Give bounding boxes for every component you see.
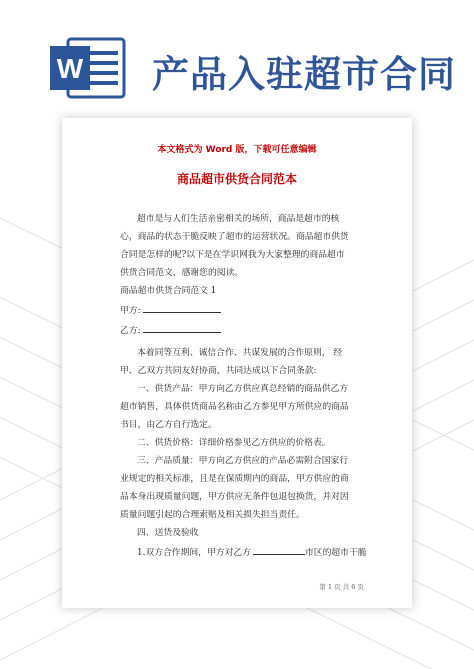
party-b-label: 乙方: xyxy=(120,326,141,336)
word-icon-letter: W xyxy=(56,53,84,84)
clause-4-item-1 xyxy=(120,544,367,562)
word-document-icon xyxy=(48,34,128,102)
clause-4-item-1-prefix: 1.双方合作期间，甲方对乙方 xyxy=(137,548,251,558)
document-title: 商品超市供货合同范本 xyxy=(176,172,297,186)
document-page xyxy=(62,118,412,608)
party-b-line xyxy=(120,322,352,340)
page-number: 第 1 页 共 6 页 xyxy=(319,583,364,591)
page-title: 产品入驻超市合同 xyxy=(152,53,456,96)
party-b-blank xyxy=(143,323,221,333)
intro-paragraph: 超市是与人们生活亲密相关的场所，商品是超市的核心，商品的状态干脆反映了超市的运营状况。商品超市供货合同是怎样的呢?以下是在学识网我为大家整理的商品超市供货合同范文，感谢您的阅读。 xyxy=(120,214,349,278)
clause-1: 一、供货产品：甲方向乙方供应真总经销的商品供乙方超市销售，具体供货商品名称由乙方参见甲方所供应的商品书目，由乙方自行选定。 xyxy=(120,384,349,430)
preamble-paragraph: 本着同等互利、诚信合作、共谋发展的合作原则， 经甲、乙双方共同友好协商，共同达成以下合同条款: xyxy=(120,348,343,376)
clause-4: 四、送货及验收 xyxy=(137,528,199,538)
party-a-blank xyxy=(143,303,221,313)
clause-4-item-1-suffix: 市区的超市干脆 xyxy=(304,548,367,558)
party-a-line xyxy=(120,302,352,320)
city-blank xyxy=(253,545,305,555)
clause-3: 三、产品质量：甲方向乙方供应的产品必需附合国家行业规定的相关标准，且是在保质期内的商品，甲方供应的商品本身出现质量问题，甲方供应无条件包退包换货，并对因质量问题引起的合理索赔及相关损失担当责任。 xyxy=(120,456,349,520)
party-a-label: 甲方: xyxy=(120,306,141,316)
sample-heading: 商品超市供货合同范文 1 xyxy=(120,286,217,296)
editable-notice: 本文格式为 Word 版，下载可任意编辑 xyxy=(157,145,317,155)
clause-2: 二、供货价格：详细价格参见乙方供应的价格表。 xyxy=(137,438,331,448)
